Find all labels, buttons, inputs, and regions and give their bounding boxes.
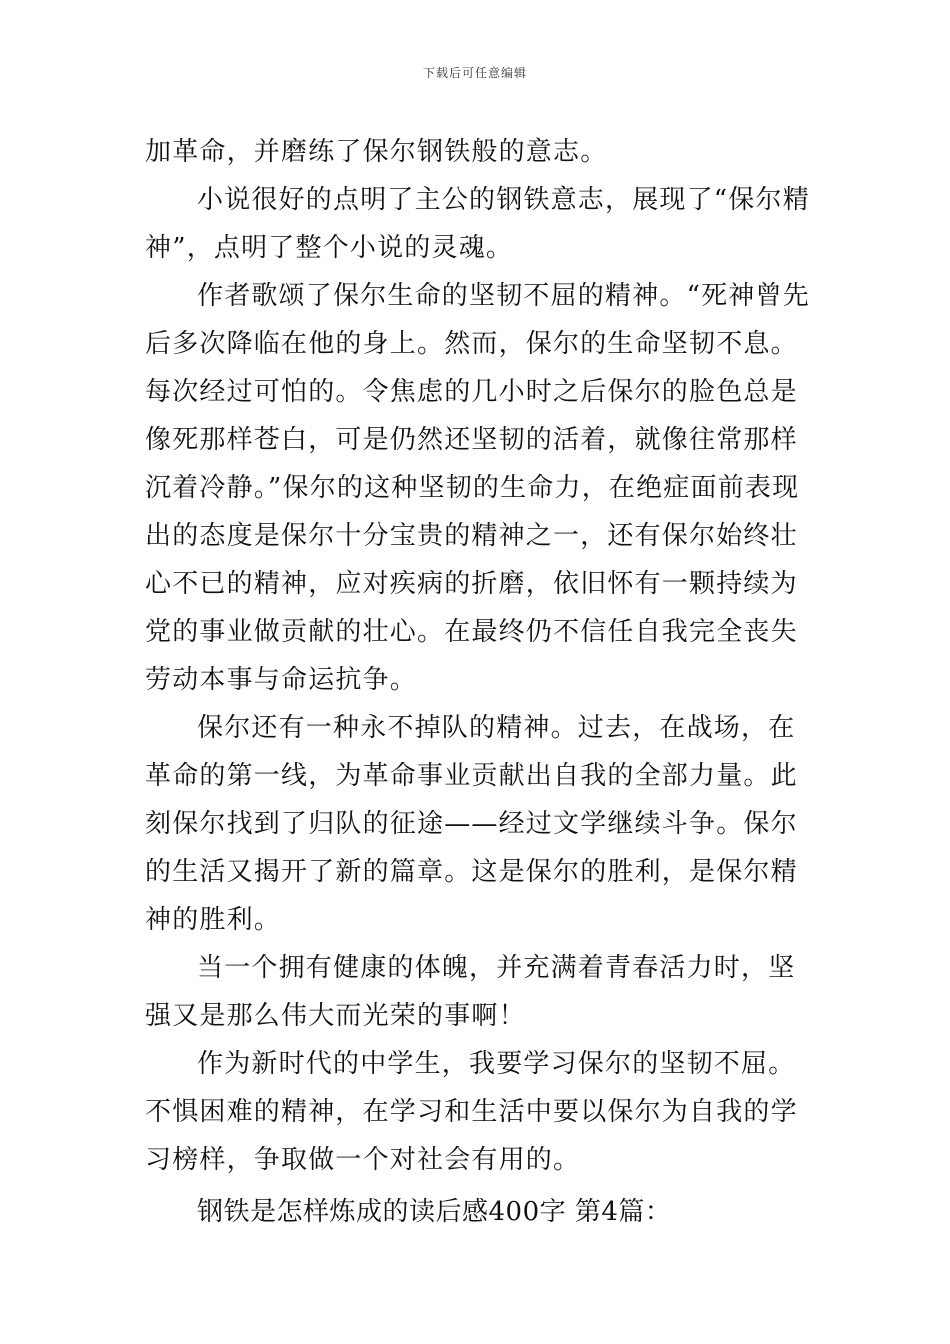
- document-body: [145, 128, 810, 1236]
- page-header: 下载后可任意编辑: [422, 66, 527, 80]
- paragraph: 保尔还有一种永不掉队的精神。过去，在战场，在革命的第一线，为革命事业贡献出自我的全部力量。此刻保尔找到了归队的征途——经过文学继续斗争。保尔的生活又揭开了新的篇章。这是保尔的胜利，是保尔精神的胜利。: [145, 713, 798, 935]
- paragraph: 作者歌颂了保尔生命的坚韧不屈的精神。“死神曾先后多次降临在他的身上。然而，保尔的生命坚韧不息。每次经过可怕的。令焦虑的几小时之后保尔的脸色总是像死那样苍白，可是仍然还坚韧的活着，就像往常那样沉着冷静。”保尔的这种坚韧的生命力，在绝症面前表现出的态度是保尔十分宝贵的精神之一，还有保尔始终壮心不已的精神，应对疾病的折磨，依旧怀有一颗持续为党的事业做贡献的壮心。在最终仍不信任自我完全丧失劳动本事与命运抗争。: [145, 281, 810, 695]
- paragraph: 作为新时代的中学生，我要学习保尔的坚韧不屈。不惧困难的精神，在学习和生活中要以保尔为自我的学习榜样，争取做一个对社会有用的。: [145, 1049, 798, 1175]
- section-heading: 钢铁是怎样炼成的读后感400字 第4篇：: [197, 1197, 672, 1227]
- paragraph-continued: 加革命，并磨练了保尔钢铁般的意志。: [145, 137, 608, 167]
- paragraph: 小说很好的点明了主公的钢铁意志，展现了“保尔精神”，点明了整个小说的灵魂。: [145, 185, 810, 263]
- paragraph: 当一个拥有健康的体魄，并充满着青春活力时，坚强又是那么伟大而光荣的事啊！: [145, 953, 796, 1031]
